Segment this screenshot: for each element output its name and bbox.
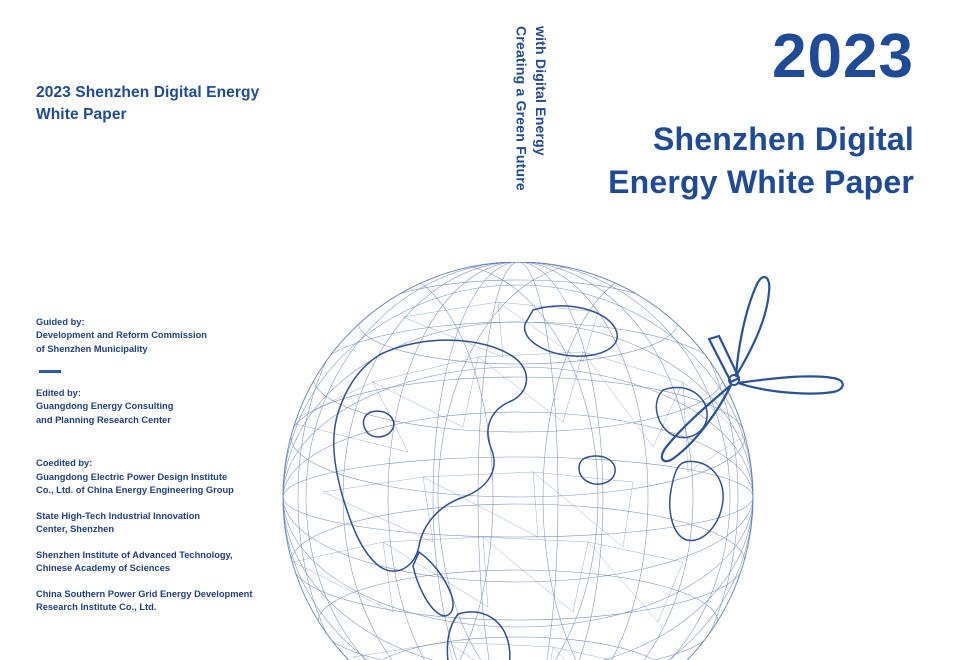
edited-by-value-2: and Planning Research Center [36,414,171,425]
coedited-4-line-1: China Southern Power Grid Energy Development [36,588,253,599]
credit-coedited-by [36,457,286,614]
edited-by-value-1: Guangdong Energy Consulting [36,401,174,412]
continents-outline-icon [334,306,723,660]
edited-by-label: Edited by: [36,387,81,398]
cover-title [354,118,914,203]
guided-by-label: Guided by: [36,317,85,327]
coedited-2-line-1: State High-Tech Industrial Innovation [36,510,201,521]
coedited-4-line-2: Research Institute Co., Ltd. [36,602,157,613]
guided-by-value-2: of Shenzhen Municipality [36,343,148,354]
credit-edited-by [36,387,286,427]
credits-block [36,316,286,615]
coedited-3-line-2: Chinese Academy of Sciences [36,563,171,574]
coedited-by-label: Coedited by: [36,458,93,469]
back-cover-title: 2023 Shenzhen Digital Energy White Paper [36,84,260,124]
guided-by-value-1: Development and Reform Commission [36,330,207,341]
cover-artwork [233,262,958,660]
globe-triangles-icon [288,302,743,660]
credits-divider [39,370,61,373]
coedited-2-line-2: Center, Shenzhen [36,524,115,535]
credit-guided-by [36,316,286,356]
globe-outline-icon [283,262,753,660]
cover-year: 2023 [772,22,914,91]
spine-line-1: Creating a Green Future [513,26,530,191]
cover-title-line-2: Energy White Paper [608,163,914,200]
coedited-1-line-2: Co., Ltd. of China Energy Engineering Group [36,485,234,496]
coedited-3-line-1: Shenzhen Institute of Advanced Technology, [36,549,233,560]
coedited-1-line-1: Guangdong Electric Power Design Institute [36,471,228,482]
globe-mesh-icon [273,262,763,660]
cover-title-line-1: Shenzhen Digital [653,121,914,157]
spine-line-2: with Digital Energy [533,26,549,156]
wind-turbine-icon [662,277,843,461]
